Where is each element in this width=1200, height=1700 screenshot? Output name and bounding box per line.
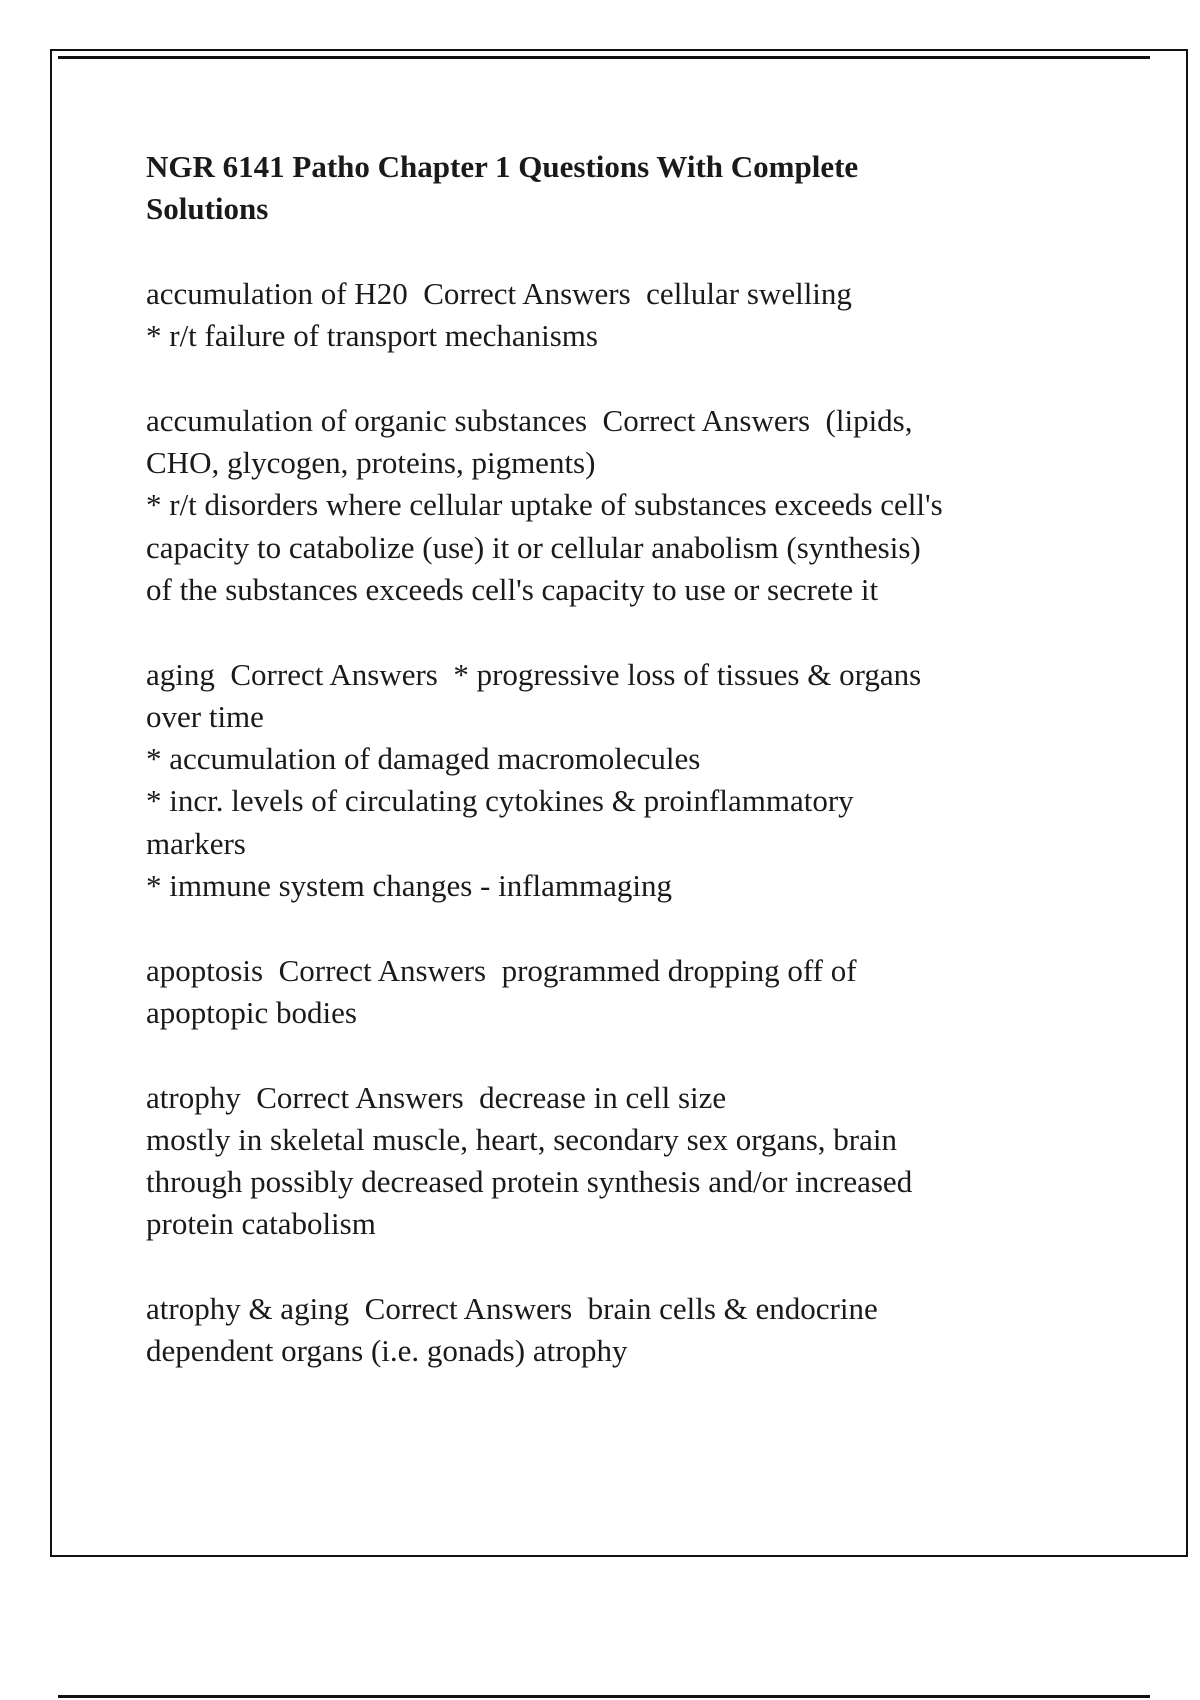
entry-line: * incr. levels of circulating cytokines & proinflammatory <box>146 783 854 819</box>
document-title <box>146 146 1096 231</box>
entry-line: of the substances exceeds cell's capacity to use or secrete it <box>146 571 879 607</box>
qa-entry <box>146 950 1096 1035</box>
entry-line: capacity to catabolize (use) it or cellular anabolism (synthesis) <box>146 529 921 565</box>
qa-entry <box>146 654 1096 908</box>
title-line: NGR 6141 Patho Chapter 1 Questions With Complete <box>146 149 859 184</box>
entry-line: through possibly decreased protein synthesis and/or increased <box>146 1164 913 1200</box>
top-rule <box>58 56 1150 59</box>
entry-line: apoptopic bodies <box>146 994 357 1030</box>
entry-line: * r/t failure of transport mechanisms <box>146 318 598 354</box>
entry-line: dependent organs (i.e. gonads) atrophy <box>146 1333 628 1369</box>
entry-line: over time <box>146 698 264 734</box>
entry-line: accumulation of H20 Correct Answers cellular swelling <box>146 275 852 311</box>
entry-line: CHO, glycogen, proteins, pigments) <box>146 445 596 481</box>
qa-entry <box>146 1288 1096 1373</box>
document-body <box>146 146 1096 1373</box>
entry-line: accumulation of organic substances Correct Answers (lipids, <box>146 402 913 438</box>
entry-line: aging Correct Answers * progressive loss of tissues & organs <box>146 656 922 692</box>
title-line: Solutions <box>146 191 269 227</box>
entry-line: * accumulation of damaged macromolecules <box>146 741 701 777</box>
entries-list <box>146 273 1096 1373</box>
entry-line: mostly in skeletal muscle, heart, secondary sex organs, brain <box>146 1121 897 1157</box>
qa-entry <box>146 400 1096 611</box>
qa-entry <box>146 1077 1096 1246</box>
entry-line: atrophy & aging Correct Answers brain cells & endocrine <box>146 1291 878 1327</box>
entry-line: * immune system changes - inflammaging <box>146 868 673 904</box>
entry-line: protein catabolism <box>146 1206 376 1242</box>
entry-line: markers <box>146 825 246 861</box>
entry-line: atrophy Correct Answers decrease in cell size <box>146 1079 727 1115</box>
entry-line: * r/t disorders where cellular uptake of substances exceeds cell's <box>146 487 943 523</box>
bottom-rule <box>58 1695 1150 1698</box>
entry-line: apoptosis Correct Answers programmed dropping off of <box>146 952 857 988</box>
qa-entry <box>146 273 1096 358</box>
